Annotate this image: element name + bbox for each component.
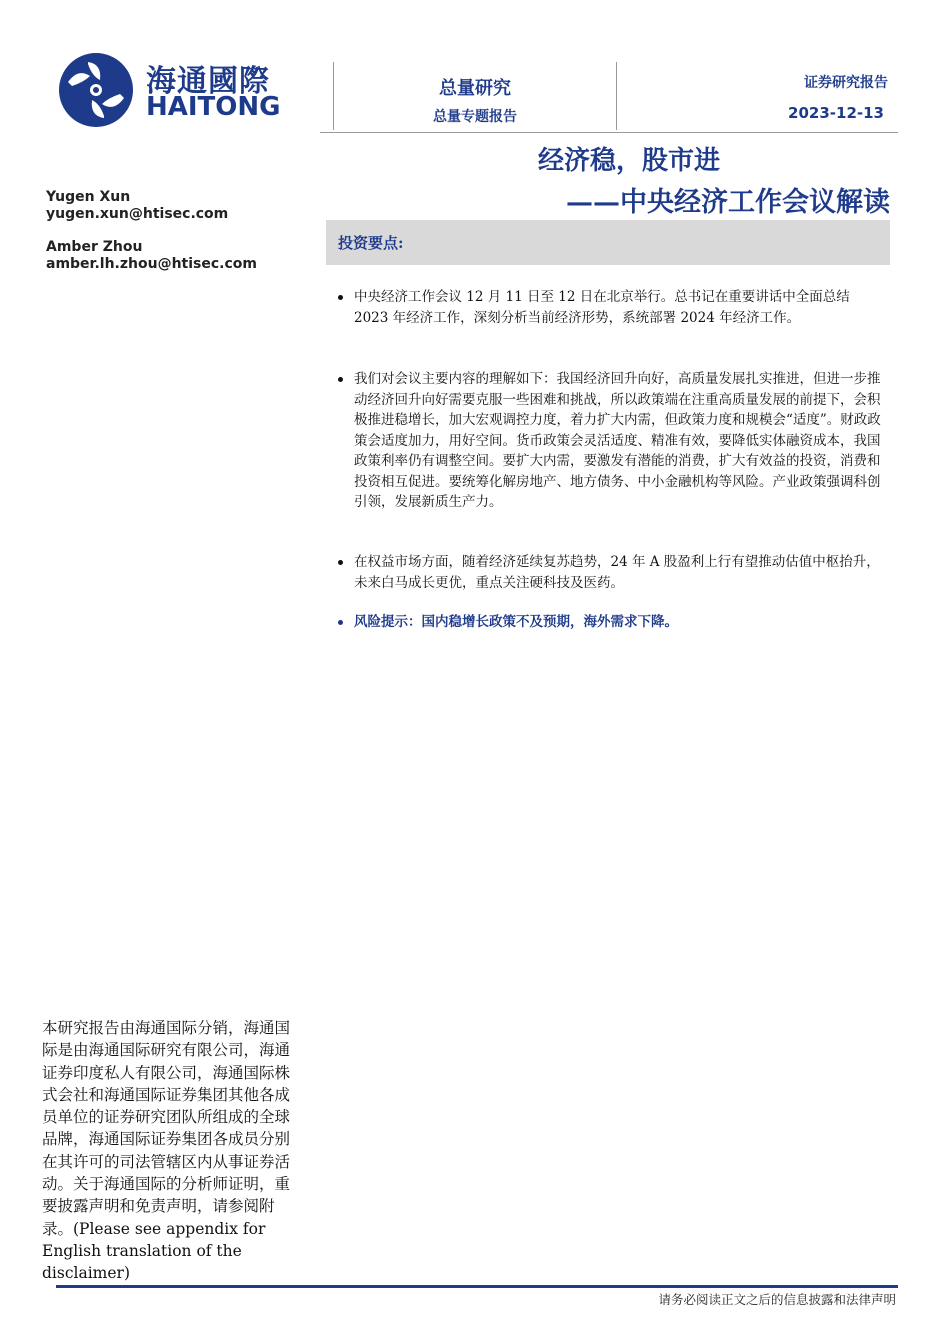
report-title: 经济稳，股市进 [537,146,720,176]
footer-notice: 请务必阅读正文之后的信息披露和法律声明 [658,1292,896,1307]
header-divider [616,62,617,130]
author-email[interactable]: amber.lh.zhou@htisec.com [46,256,257,272]
bullet-icon [338,560,343,565]
report-category: 总量研究 [439,78,511,99]
report-subtitle: ——中央经济工作会议解读 [566,187,890,218]
brand-name-en: HAITONG [146,92,281,122]
haitong-logo-icon [58,52,134,128]
key-point-item [338,552,884,594]
brand-name-cn: 海通國際 [146,64,270,99]
key-point-text: 在权益市场方面，随着经济延续复苏趋势，24 年 A 股盈利上行有望推动估值中枢抬升，未来白马成长更优，重点关注硬科技及医药。 [354,554,880,591]
footer-rule [56,1285,898,1288]
bullet-icon [338,295,343,300]
risk-warning [338,612,884,634]
report-date: 2023-12-13 [788,104,884,122]
header-divider [333,62,334,130]
key-point-item [338,369,884,534]
key-point-text: 我们对会议主要内容的理解如下：我国经济回升向好，高质量发展扎实推进，但进一步推动经济回升向好需要克服一些困难和挑战，所以政策端在注重高质量发展的前提下，会积极推进稳增长，加大宏观调控力度，着力扩大内需，但政策力度和规模会“适度”。财政政策会适度加力，用好空间。货币政策会灵活适度、精准有效，要降低实体融资成本，我国政策利率仍有调整空间。要扩大内需，要激发有潜能的消费，扩大有效益的投资，消费和投资相互促进。要统筹化解房地产、地方债务、中小金融机构等风险。产业政策强调科创引领，发展新质生产力。 [354,371,881,510]
bullet-icon [338,377,343,382]
key-points-heading: 投资要点: [338,234,404,252]
key-point-text: 中央经济工作会议 12 月 11 日至 12 日在北京举行。总书记在重要讲话中全面总结 2023 年经济工作，深刻分析当前经济形势，系统部署 2024 年经济工作。 [354,289,850,326]
bullet-icon [338,620,343,625]
author-name: Yugen Xun [46,189,131,205]
author-name: Amber Zhou [46,239,143,255]
disclaimer: 本研究报告由海通国际分销，海通国际是由海通国际研究有限公司，海通证券印度私人有限公司，海通国际株式会社和海通国际证券集团其他各成员单位的证券研究团队所组成的全球品牌，海通国际证券集团各成员分别在其许可的司法管辖区内从事证券活动。关于海通国际的分析师证明，重要披露声明和免责声明，请参阅附录。(Please see appendix for English translation of the disclaimer) [42,1019,291,1283]
header-rule [320,132,898,133]
key-points-header [326,220,890,265]
report-subcategory: 总量专题报告 [433,109,517,125]
report-type: 证券研究报告 [804,75,888,91]
key-point-item [338,287,884,349]
haitong-logo [58,52,283,130]
risk-text: 风险提示：国内稳增长政策不及预期，海外需求下降。 [354,614,678,630]
author-email[interactable]: yugen.xun@htisec.com [46,206,229,222]
